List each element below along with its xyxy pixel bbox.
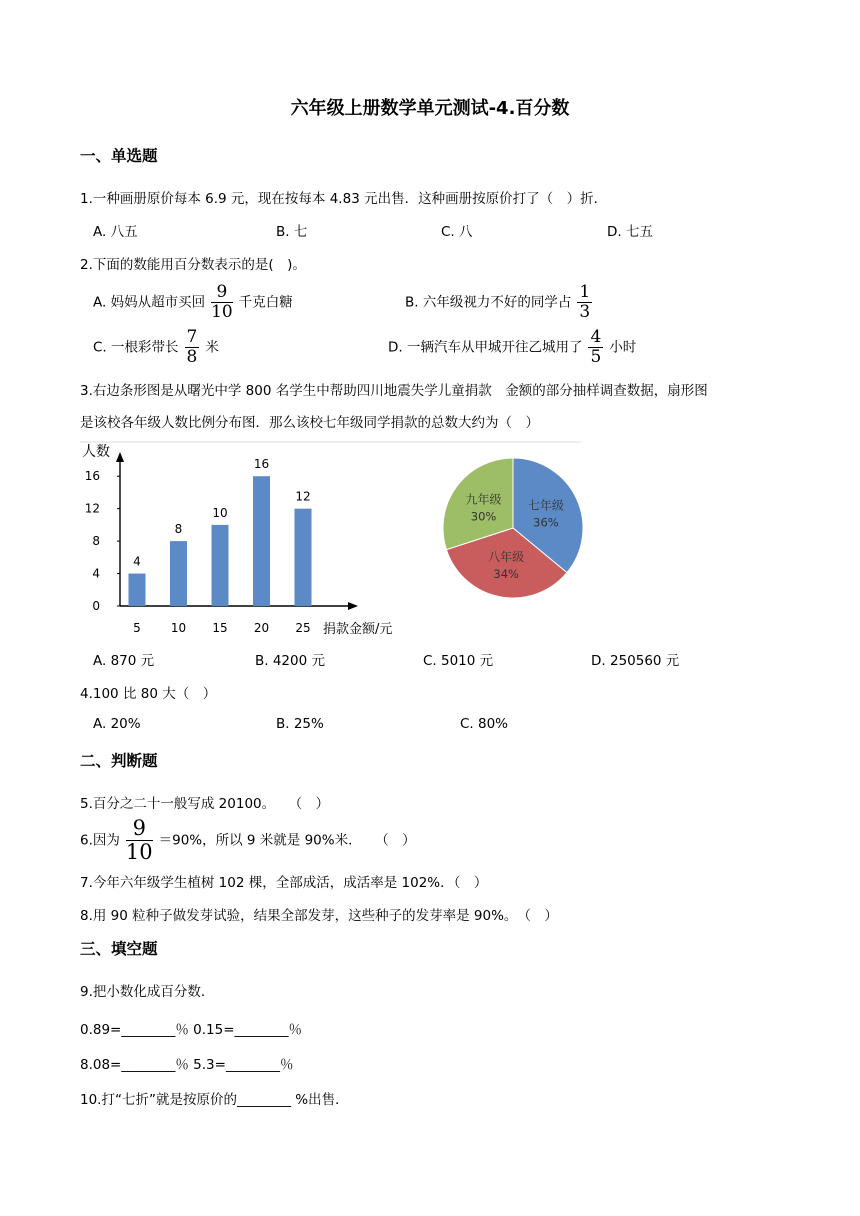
bar-value-label: 8 xyxy=(174,522,183,537)
q2-option-d-text: D. 一辆汽车从甲城开往乙城用了 xyxy=(388,339,583,356)
bar-value-label: 16 xyxy=(253,457,270,472)
x-tick-label: 10 xyxy=(170,621,187,635)
x-axis-arrow xyxy=(348,602,358,610)
bar xyxy=(170,541,187,606)
bar xyxy=(295,509,312,606)
q2-option-d-unit: 小时 xyxy=(609,339,637,356)
x-tick-label: 15 xyxy=(212,621,228,635)
bar-value-label: 12 xyxy=(295,489,311,504)
question-9: 9.把小数化成百分数． xyxy=(80,984,215,1000)
x-tick-label: 5 xyxy=(133,621,141,635)
q3-option-b[interactable]: B. 4200 元 xyxy=(255,653,325,669)
question-6-suffix: ＝90%，所以 9 米就是 90%米． （ ） xyxy=(158,832,416,849)
question-8: 8.用 90 粒种子做发芽试验，结果全部发芽，这些种子的发芽率是 90%。 （ ） xyxy=(80,908,558,924)
q2-option-d[interactable] xyxy=(388,329,636,366)
pie-slice-label: 九年级 xyxy=(465,492,502,507)
y-axis-arrow xyxy=(116,452,124,462)
pie-slice-value: 36% xyxy=(533,515,559,530)
y-tick-label: 0 xyxy=(92,599,100,613)
bar-value-label: 4 xyxy=(133,554,141,569)
q3-option-c[interactable]: C. 5010 元 xyxy=(423,653,494,669)
bar xyxy=(253,476,270,606)
question-2: 2.下面的数能用百分数表示的是( )。 xyxy=(80,257,306,273)
question-4: 4.100 比 80 大（ ） xyxy=(80,686,217,702)
q2-option-c-text: C. 一根彩带长 xyxy=(93,339,179,356)
bar xyxy=(129,574,146,606)
bar-chart-x-label: 捐款金额/元 xyxy=(323,622,393,637)
q1-option-c[interactable]: C. 八 xyxy=(441,224,473,240)
question-9-line-1[interactable]: 0.89=________％ 0.15=________％ xyxy=(80,1022,303,1038)
question-10[interactable]: 10.打“七折”就是按原价的________ %出售． xyxy=(80,1092,349,1108)
x-tick-label: 25 xyxy=(295,621,311,635)
q2-option-a[interactable] xyxy=(93,284,293,321)
bar xyxy=(212,525,229,606)
fraction-1-3: $\frac{1}{3}$ xyxy=(579,282,591,322)
q1-option-d[interactable]: D. 七五 xyxy=(607,224,653,240)
q4-option-c[interactable]: C. 80% xyxy=(460,716,509,732)
q2-option-a-unit: 千克白糖 xyxy=(238,294,293,311)
q2-option-b[interactable] xyxy=(405,284,598,321)
q1-option-a[interactable]: A. 八五 xyxy=(93,224,138,240)
y-tick-label: 12 xyxy=(84,501,100,516)
question-1: 1.一种画册原价每本 6.9 元，现在按每本 4.83 元出售．这种画册按原价打了（ ）折． xyxy=(80,191,608,207)
bar-chart xyxy=(82,443,392,637)
q2-option-c-unit: 米 xyxy=(205,339,219,356)
question-6 xyxy=(80,818,416,863)
q3-option-d[interactable]: D. 250560 元 xyxy=(591,653,680,669)
x-tick-label: 20 xyxy=(253,621,270,635)
pie-chart xyxy=(443,458,583,598)
section-heading-fill-in: 三、填空题 xyxy=(80,940,158,958)
question-7: 7.今年六年级学生植树 102 棵，全部成活，成活率是 102%．（ ） xyxy=(80,875,488,891)
q2-option-c[interactable] xyxy=(93,329,219,366)
fraction-9-10: $\frac{9}{10}$ xyxy=(125,816,153,864)
q3-figure xyxy=(78,440,583,640)
fraction-7-8: $\frac{7}{8}$ xyxy=(186,327,198,367)
q4-option-b[interactable]: B. 25% xyxy=(276,716,324,732)
bar-value-label: 10 xyxy=(212,505,228,520)
q4-option-a[interactable]: A. 20% xyxy=(93,716,141,732)
pie-slice-value: 34% xyxy=(493,566,519,581)
q1-option-b[interactable]: B. 七 xyxy=(276,224,308,240)
page-title: 六年级上册数学单元测试-4.百分数 xyxy=(290,98,570,119)
pie-slice-label: 七年级 xyxy=(527,498,564,513)
question-3-line-1: 3.右边条形图是从曙光中学 800 名学生中帮助四川地震失学儿童捐款 金额的部分抽样调查数据，扇形图 xyxy=(80,383,708,399)
q3-option-a[interactable]: A. 870 元 xyxy=(93,653,155,669)
pie-slice-label: 八年级 xyxy=(488,549,525,564)
question-3-line-2: 是该校各年级人数比例分布图．那么该校七年级同学捐款的总数大约为（ ） xyxy=(80,415,539,431)
question-6-prefix: 6.因为 xyxy=(80,832,120,849)
y-tick-label: 8 xyxy=(92,534,100,549)
question-5: 5.百分之二十一般写成 20100。 （ ） xyxy=(80,796,330,812)
section-heading-single-choice: 一、单选题 xyxy=(80,147,158,165)
section-heading-true-false: 二、判断题 xyxy=(80,752,158,770)
pie-slice-value: 30% xyxy=(470,509,497,524)
q2-option-a-text: A. 妈妈从超市买回 xyxy=(93,294,206,311)
bar-chart-y-label: 人数 xyxy=(82,444,110,460)
question-9-line-2[interactable]: 8.08=________％ 5.3=________％ xyxy=(80,1057,294,1073)
q2-option-b-text: B. 六年级视力不好的同学占 xyxy=(405,294,572,311)
fraction-9-10: $\frac{9}{10}$ xyxy=(211,282,233,322)
fraction-4-5: $\frac{4}{5}$ xyxy=(590,327,602,367)
y-tick-label: 16 xyxy=(84,469,100,484)
y-tick-label: 4 xyxy=(92,566,100,581)
